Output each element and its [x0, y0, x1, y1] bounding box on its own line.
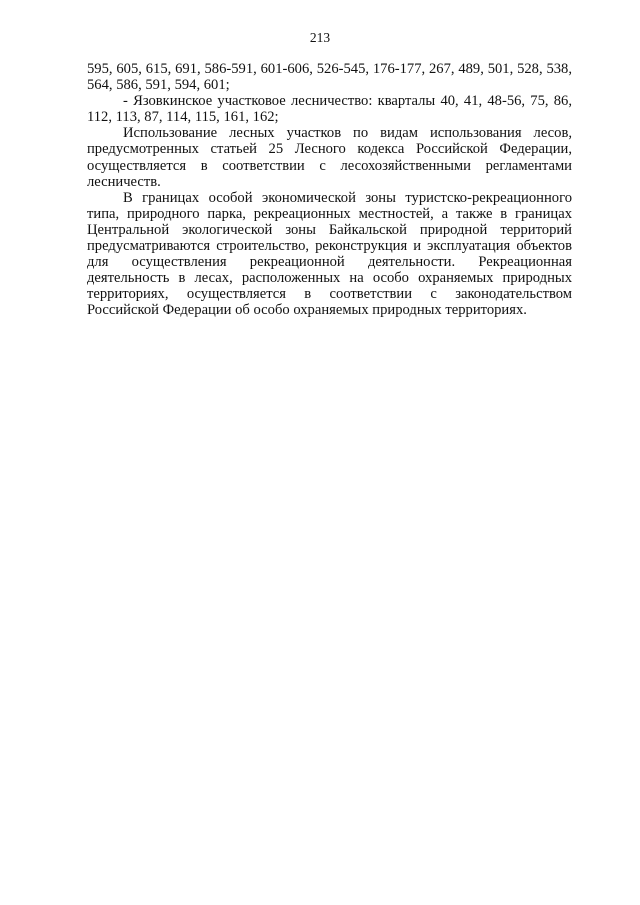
paragraph-yazovkinskoe-forestry: - Язовкинское участковое лесничество: кварталы 40, 41, 48-56, 75, 86, 112, 113, 87, 114, 115, 161, 162;	[87, 93, 572, 126]
paragraph-quarter-list-continuation: 595, 605, 615, 691, 586-591, 601-606, 526-545, 176-177, 267, 489, 501, 528, 538, 564, 586, 591, 594, 601;	[87, 61, 572, 94]
paragraph-forest-use: Использование лесных участков по видам использования лесов, предусмотренных статьей 25 Лесного кодекса Российской Федерации, осуществляется в соответствии с лесохозяйственными регламентами лесничеств.	[87, 125, 572, 190]
page-number: 213	[309, 30, 331, 45]
paragraph-recreational-zone: В границах особой экономической зоны туристско-рекреационного типа, природного парка, рекреационных местностей, а также в границах Центральной экологической зоны Байкальской природной территорий предусматриваются строительство, реконструкция и эксплуатация объектов для осуществления рекреационной деятельности. Рекреационная деятельность в лесах, расположенных на особо охраняемых природных территориях, осуществляется в соответствии с законодательством Российской Федерации об особо охраняемых природных территориях.	[87, 189, 572, 319]
document-body	[87, 61, 572, 319]
